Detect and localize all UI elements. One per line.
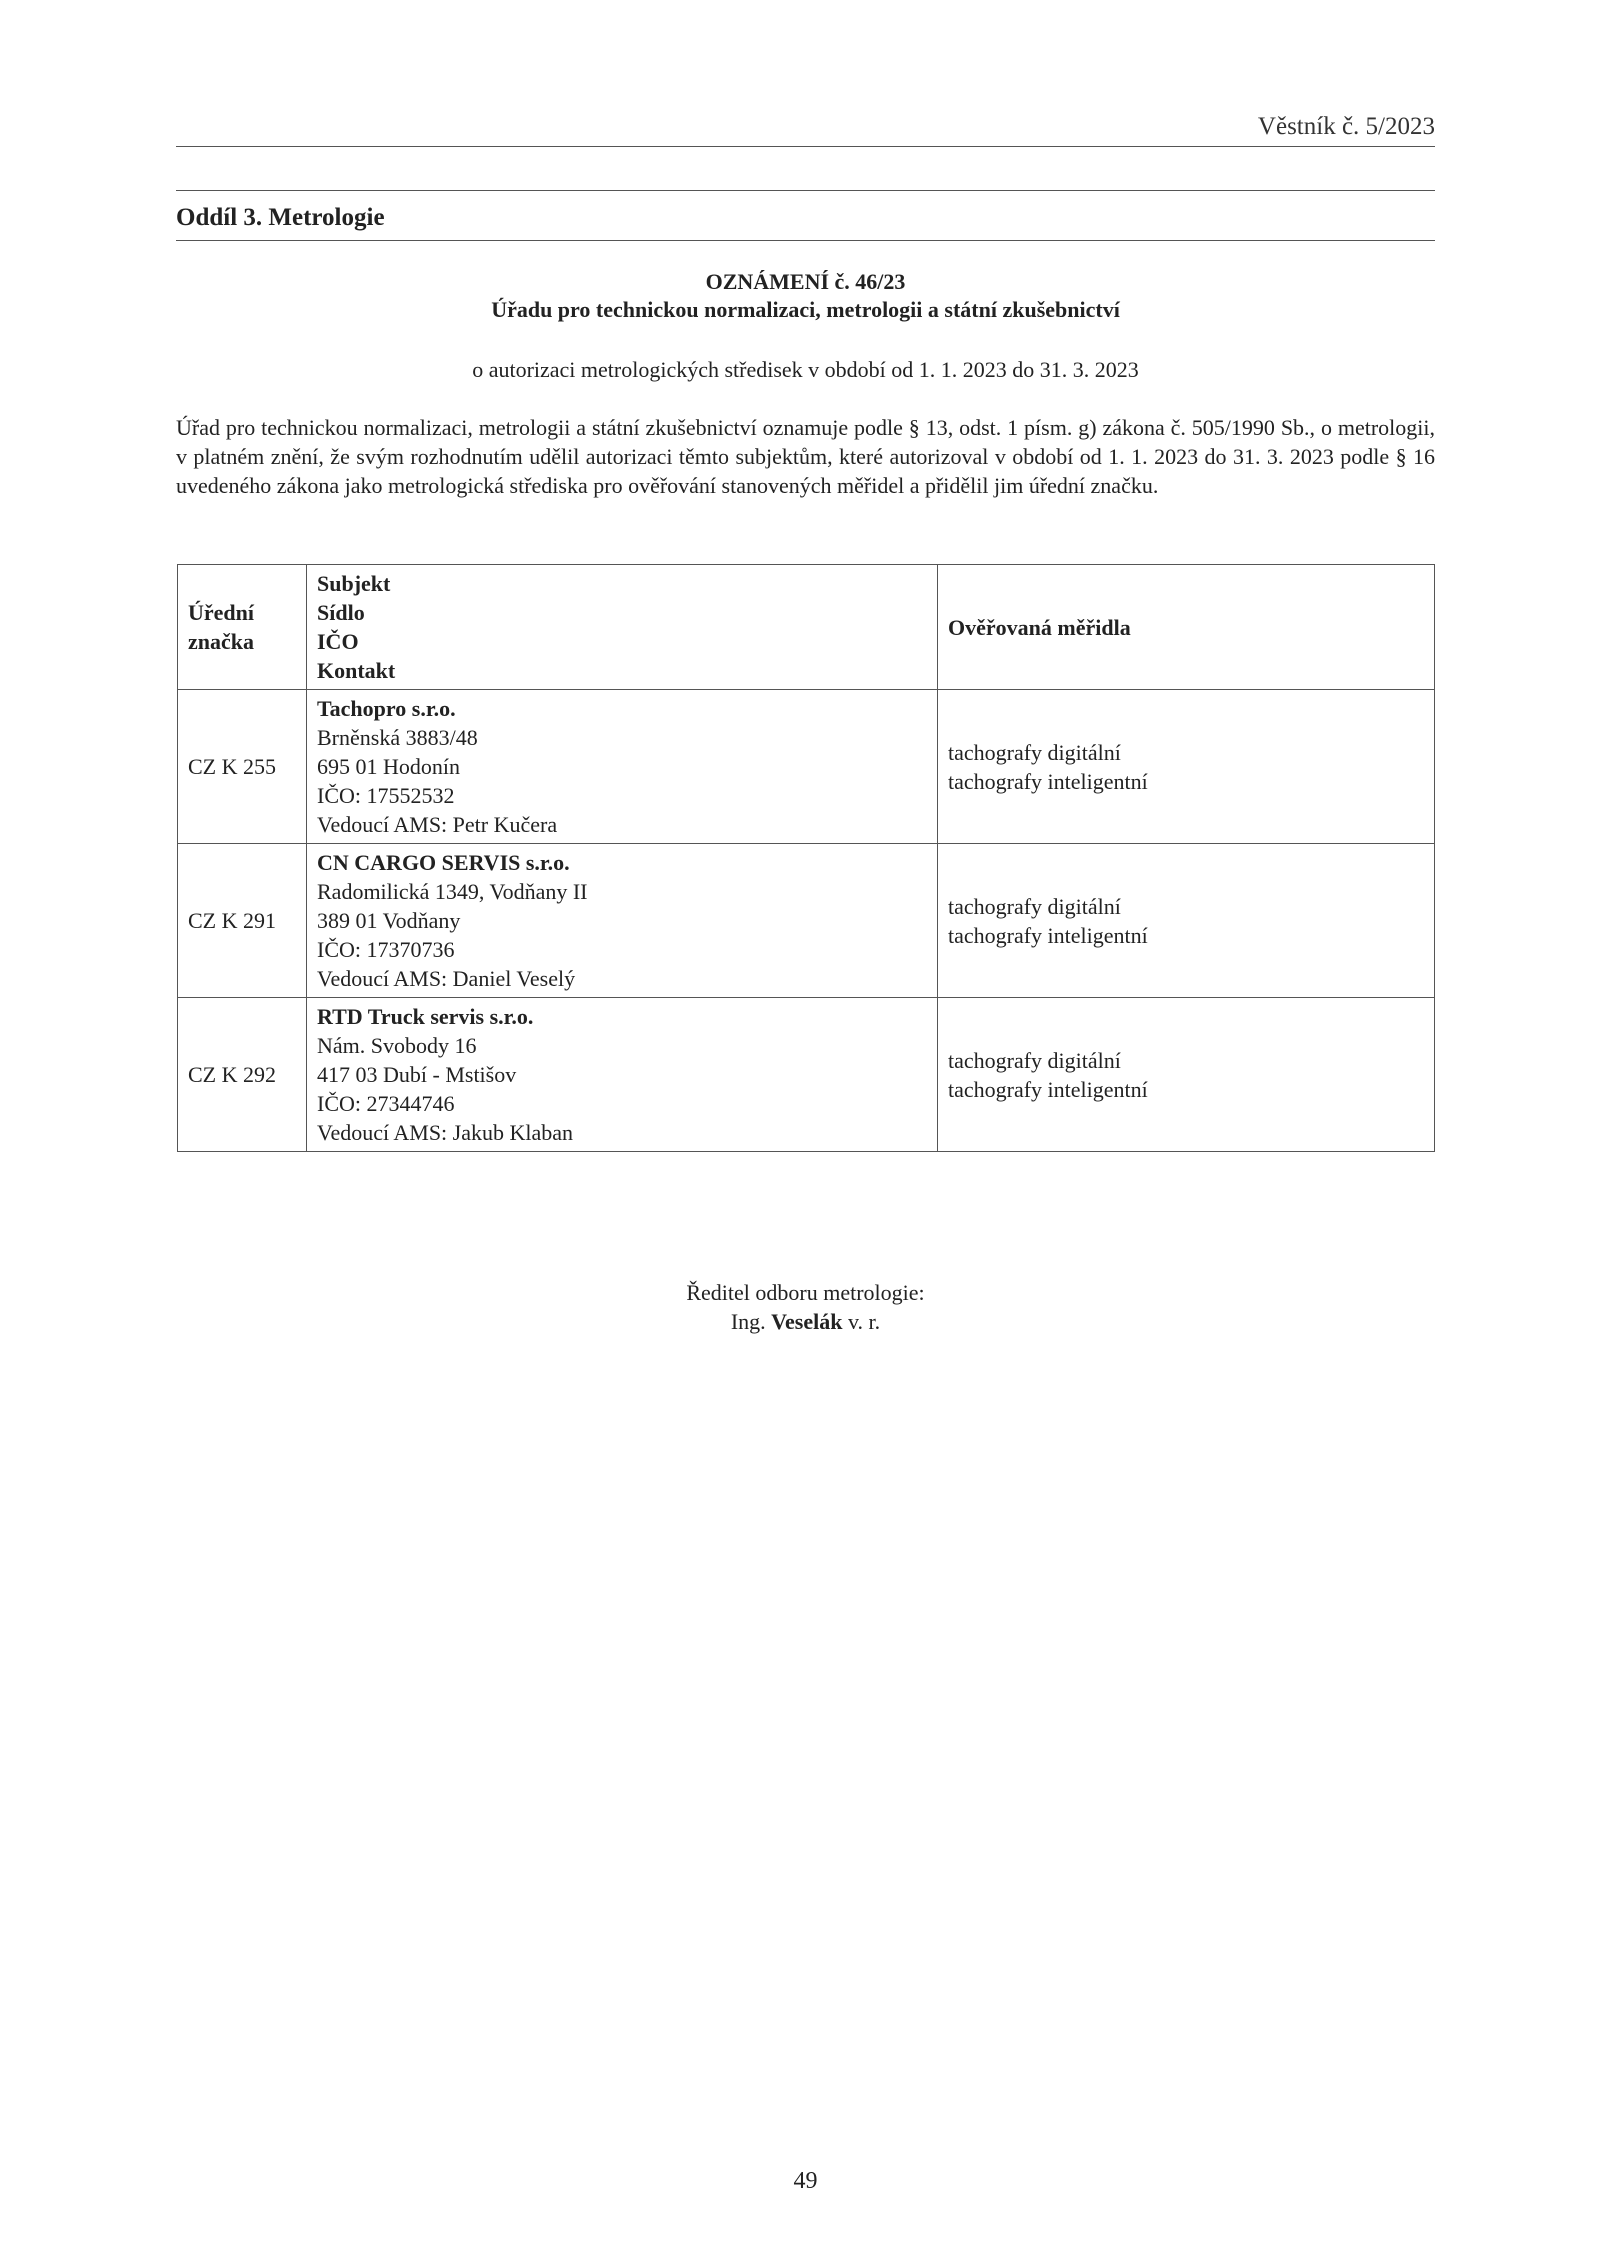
announcement-subject: o autorizaci metrologických středisek v období od 1. 1. 2023 do 31. 3. 2023 xyxy=(472,357,1139,382)
section-title: Oddíl 3. Metrologie xyxy=(176,204,385,231)
table-row xyxy=(178,690,1435,844)
subject-name: CN CARGO SERVIS s.r.o. xyxy=(317,850,570,875)
signature-surname: Veselák xyxy=(771,1309,843,1334)
instrument-item: tachografy digitální xyxy=(948,893,1121,919)
section-rule-bottom xyxy=(176,240,1435,241)
instrument-item: tachografy inteligentní xyxy=(948,768,1148,794)
announcement-title: OZNÁMENÍ č. 46/23 xyxy=(705,269,906,294)
signature-suffix: v. r. xyxy=(847,1309,881,1334)
page-number: 49 xyxy=(793,2168,818,2194)
instruments-cell xyxy=(938,844,1435,998)
subject-ico: IČO: 17370736 xyxy=(317,937,455,962)
subject-city: 417 03 Dubí - Mstišov xyxy=(317,1062,517,1087)
table-row xyxy=(178,998,1435,1152)
instrument-item: tachografy digitální xyxy=(948,1047,1121,1073)
section-rule-top xyxy=(176,190,1435,191)
official-mark: CZ K 292 xyxy=(178,998,307,1152)
subject-city: 695 01 Hodonín xyxy=(317,754,460,779)
official-mark: CZ K 291 xyxy=(178,844,307,998)
table-header-row xyxy=(178,565,1435,690)
signature-prefix: Ing. xyxy=(730,1309,766,1334)
journal-issue: Věstník č. 5/2023 xyxy=(1257,113,1435,140)
table-row xyxy=(178,844,1435,998)
subject-ico: IČO: 27344746 xyxy=(317,1091,455,1116)
subject-contact: Vedoucí AMS: Petr Kučera xyxy=(317,812,558,837)
subject-cell xyxy=(307,844,938,998)
header-subject-line: Kontakt xyxy=(317,658,396,683)
subject-ico: IČO: 17552532 xyxy=(317,783,455,808)
header-instruments: Ověřovaná měřidla xyxy=(938,565,1435,690)
header-mark xyxy=(178,565,307,690)
instruments-cell xyxy=(938,998,1435,1152)
instrument-item: tachografy digitální xyxy=(948,739,1121,765)
header-rule xyxy=(176,146,1435,147)
header-subject-line: Subjekt xyxy=(317,571,391,596)
authorization-table xyxy=(177,564,1435,1152)
instruments-cell xyxy=(938,690,1435,844)
announcement-issuer: Úřadu pro technickou normalizaci, metrologii a státní zkušebnictví xyxy=(491,297,1120,322)
instrument-item: tachografy inteligentní xyxy=(948,922,1148,948)
header-mark-line: značka xyxy=(188,629,254,654)
header-mark-line: Úřední xyxy=(188,600,254,625)
subject-name: RTD Truck servis s.r.o. xyxy=(317,1004,534,1029)
subject-address: Radomilická 1349, Vodňany II xyxy=(317,879,588,904)
instrument-item: tachografy inteligentní xyxy=(948,1076,1148,1102)
subject-cell xyxy=(307,690,938,844)
subject-city: 389 01 Vodňany xyxy=(317,908,461,933)
signature-name xyxy=(176,1307,1435,1336)
header-subject-line: IČO xyxy=(317,629,359,654)
subject-address: Brněnská 3883/48 xyxy=(317,725,478,750)
intro-paragraph: Úřad pro technickou normalizaci, metrologii a státní zkušebnictví oznamuje podle § 13, odst. 1 písm. g) zákona č. 505/1990 Sb., o metrologii, v platném znění, že svým rozhodnutím udělil autorizaci těmto subjektům, které autorizoval v období od 1. 1. 2023 do 31. 3. 2023 podle § 16 uvedeného zákona jako metrologická střediska pro ověřování stanovených měřidel a přidělil jim úřední značku. xyxy=(176,415,1435,498)
subject-cell xyxy=(307,998,938,1152)
official-mark: CZ K 255 xyxy=(178,690,307,844)
signature-role: Ředitel odboru metrologie: xyxy=(686,1280,925,1305)
signature-block xyxy=(176,1278,1435,1336)
subject-contact: Vedoucí AMS: Jakub Klaban xyxy=(317,1120,574,1145)
subject-contact: Vedoucí AMS: Daniel Veselý xyxy=(317,966,576,991)
header-subject xyxy=(307,565,938,690)
announcement-heading xyxy=(176,268,1435,324)
subject-name: Tachopro s.r.o. xyxy=(317,696,456,721)
header-subject-line: Sídlo xyxy=(317,600,365,625)
subject-address: Nám. Svobody 16 xyxy=(317,1033,477,1058)
